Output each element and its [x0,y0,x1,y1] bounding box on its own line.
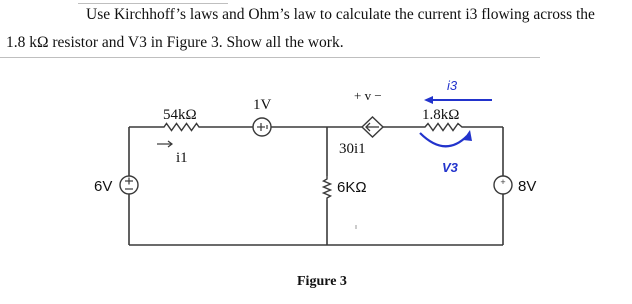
voltage-source-6v [120,176,138,194]
voltage-source-8v [494,176,512,194]
right-source-plus: + [500,177,506,187]
source-1v-label: 1V [253,97,272,113]
dependent-source-label: 30i1 [339,141,366,157]
question-line-2: 1.8 kΩ resistor and V3 in Figure 3. Show all the work. [6,34,344,51]
resistor-54k-label: 54kΩ [163,107,197,123]
current-i3-label: i3 [447,78,458,93]
resistor-54k-symbol [160,124,203,131]
resistor-6k-label: 6KΩ [337,179,367,196]
circuit-wires [129,127,506,245]
resistor-6k-symbol [324,176,331,200]
dependent-source-30i1 [362,117,383,137]
current-arrow-i3 [424,96,492,104]
resistor-1-8k-symbol [420,124,468,131]
resistor-1-8k-label: 1.8kΩ [422,107,460,123]
source-6v-label: 6V [94,178,113,195]
voltage-source-1v [253,118,271,136]
voltage-v3-label: V3 [442,160,458,175]
voltage-annotation-v3 [420,130,472,146]
current-arrow-i1 [157,141,172,147]
dependent-source-polarity: + v − [354,88,382,103]
question-line-1: Use Kirchhoff’s laws and Ohm’s law to calculate the current i3 flowing across the [86,6,595,23]
source-8v-label: 8V [518,178,537,195]
current-i1-label: i1 [176,150,188,166]
figure-caption: Figure 3 [297,274,347,289]
